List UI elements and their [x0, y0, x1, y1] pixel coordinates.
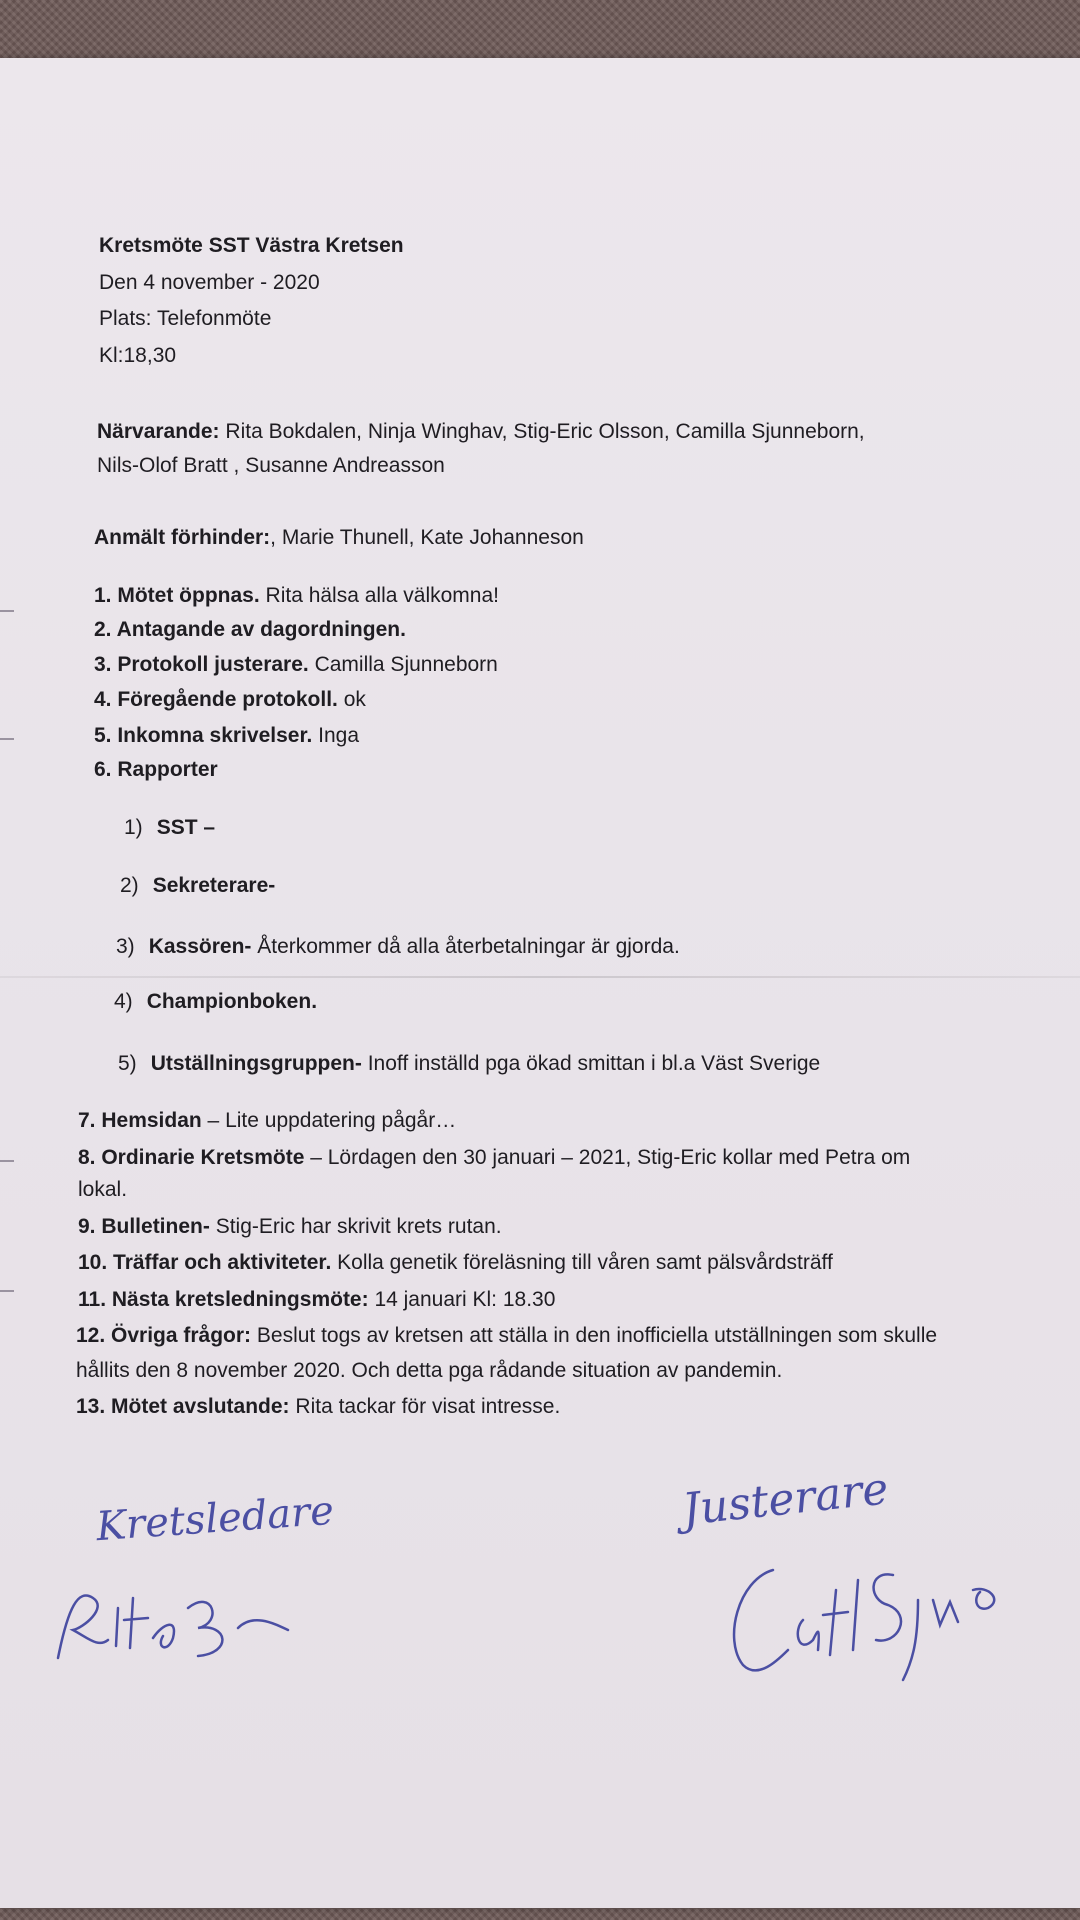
agenda-item-text: Rita tackar för visat intresse.	[289, 1395, 561, 1418]
report-text: Återkommer då alla återbetalningar är gjorda.	[251, 935, 680, 958]
signature-title-right: Justerare	[679, 1463, 891, 1536]
present-line	[97, 419, 865, 444]
agenda-item-5	[94, 723, 359, 748]
agenda-item-8	[78, 1145, 910, 1170]
agenda-item-text: Beslut togs av kretsen att ställa in den inofficiella utställningen som skulle	[251, 1324, 938, 1347]
agenda-item-8-cont: lokal.	[78, 1178, 128, 1201]
agenda-item-label: 4. Föregående protokoll.	[94, 688, 338, 711]
present-names: Rita Bokdalen, Ninja Winghav, Stig-Eric Olsson, Camilla Sjunneborn,	[219, 420, 865, 443]
margin-mark	[0, 738, 14, 740]
report-number: 2)	[120, 874, 139, 897]
absent-names: , Marie Thunell, Kate Johanneson	[270, 526, 584, 549]
report-number: 5)	[118, 1052, 137, 1075]
agenda-item-3	[94, 652, 498, 677]
meeting-date: Den 4 november - 2020	[99, 271, 320, 294]
present-names-cont: Nils-Olof Bratt , Susanne Andreasson	[97, 454, 445, 477]
agenda-item-label: 5. Inkomna skrivelser.	[94, 724, 313, 747]
signature-title-left: Kretsledare	[94, 1487, 336, 1551]
report-label: Utställningsgruppen-	[150, 1052, 362, 1075]
agenda-item-label: 6. Rapporter	[94, 758, 218, 781]
margin-mark	[0, 1160, 14, 1162]
document-title: Kretsmöte SST Västra Kretsen	[99, 234, 404, 257]
agenda-item-text: Camilla Sjunneborn	[308, 653, 498, 676]
report-item-4	[114, 989, 317, 1014]
agenda-item-text: Stig-Eric har skrivit krets rutan.	[209, 1215, 502, 1238]
report-number: 1)	[124, 816, 143, 839]
agenda-item-1	[94, 583, 499, 608]
report-label: Championboken.	[146, 990, 318, 1013]
agenda-item-label: 3. Protokoll justerare.	[94, 653, 309, 676]
report-number: 3)	[116, 935, 135, 958]
paper-fold-line	[0, 976, 1080, 978]
signature-left	[38, 1568, 298, 1678]
agenda-item-text: Kolla genetik föreläsning till våren samt pälsvårdsträff	[331, 1251, 833, 1274]
agenda-item-9	[78, 1214, 502, 1239]
report-item-2	[120, 873, 275, 898]
margin-mark	[0, 1290, 14, 1292]
margin-mark	[0, 610, 14, 612]
report-item-1	[124, 815, 215, 840]
signature-right	[718, 1530, 1018, 1690]
absent-line	[94, 525, 584, 550]
agenda-item-11	[78, 1287, 555, 1312]
agenda-item-text: – Lördagen den 30 januari – 2021, Stig-Eric kollar med Petra om	[304, 1146, 911, 1169]
agenda-item-10	[78, 1250, 833, 1275]
agenda-item-label: 1. Mötet öppnas.	[94, 584, 260, 607]
agenda-item-7	[78, 1108, 456, 1133]
agenda-item-2	[94, 617, 406, 642]
agenda-item-label: 8. Ordinarie Kretsmöte	[78, 1146, 305, 1169]
agenda-item-4	[94, 687, 366, 712]
report-label: SST –	[156, 816, 216, 839]
agenda-item-text: – Lite uppdatering pågår…	[201, 1109, 457, 1132]
agenda-item-label: 9. Bulletinen-	[78, 1215, 210, 1238]
agenda-item-label: 10. Träffar och aktiviteter.	[78, 1251, 332, 1274]
agenda-item-label: 11. Nästa kretsledningsmöte:	[78, 1288, 369, 1311]
agenda-item-text: Inga	[312, 724, 360, 747]
meeting-time: Kl:18,30	[99, 344, 177, 367]
agenda-item-text: Rita hälsa alla välkomna!	[259, 584, 499, 607]
agenda-item-label: 7. Hemsidan	[78, 1109, 202, 1132]
agenda-item-13	[76, 1394, 560, 1419]
report-text: Inoff inställd pga ökad smittan i bl.a Väst Sverige	[361, 1052, 821, 1075]
report-item-3	[116, 934, 680, 959]
report-label: Sekreterare-	[152, 874, 276, 897]
absent-label: Anmält förhinder:	[94, 526, 271, 549]
present-label: Närvarande:	[97, 420, 220, 443]
agenda-item-label: 2. Antagande av dagordningen.	[94, 618, 406, 641]
agenda-item-text: ok	[337, 688, 366, 711]
agenda-item-12	[76, 1323, 937, 1348]
agenda-item-12-cont: hållits den 8 november 2020. Och detta pga rådande situation av pandemin.	[76, 1359, 783, 1382]
agenda-item-label: 12. Övriga frågor:	[76, 1324, 252, 1347]
report-label: Kassören-	[148, 935, 252, 958]
meeting-place: Plats: Telefonmöte	[99, 307, 272, 330]
report-item-5	[118, 1051, 820, 1076]
report-number: 4)	[114, 990, 133, 1013]
agenda-item-text: 14 januari Kl: 18.30	[368, 1288, 556, 1311]
agenda-item-label: 13. Mötet avslutande:	[76, 1395, 290, 1418]
agenda-item-6	[94, 757, 218, 782]
